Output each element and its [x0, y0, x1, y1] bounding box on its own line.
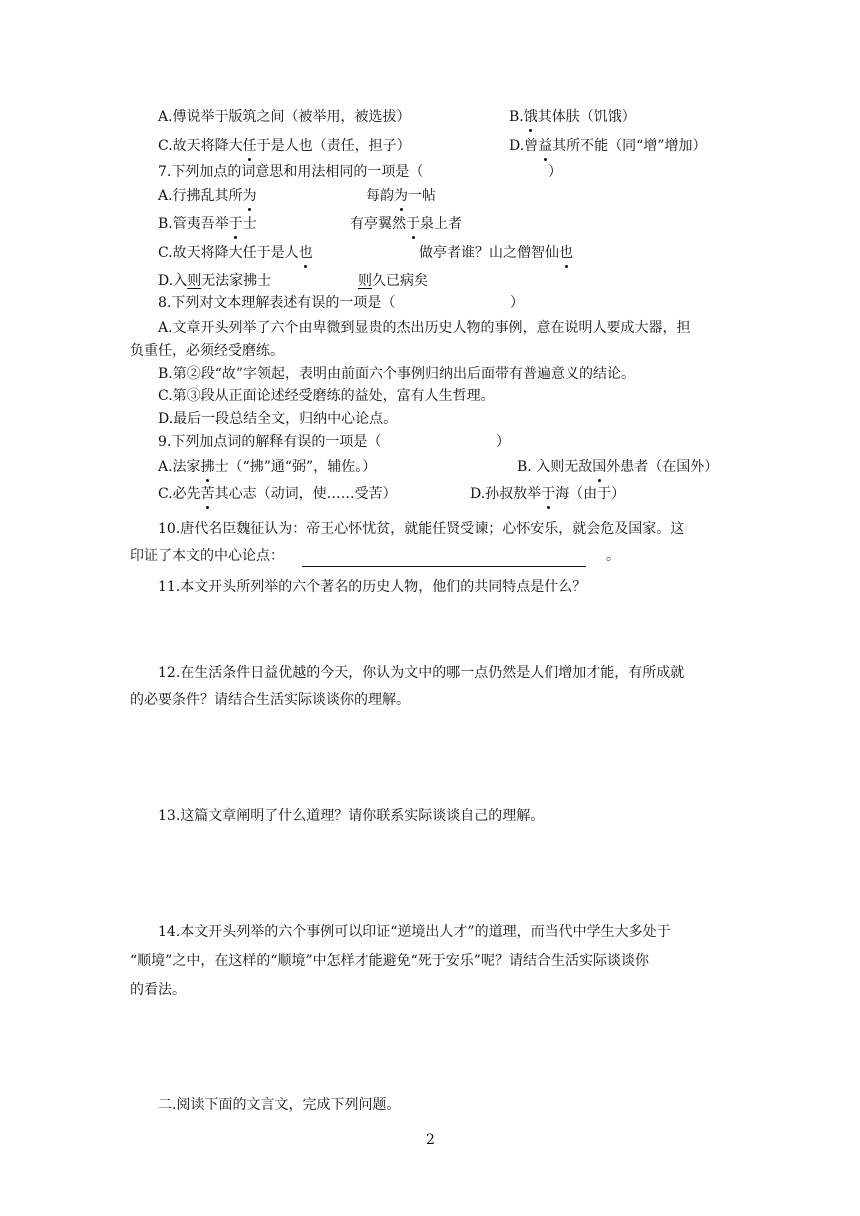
- q10-line2: 印证了本文的中心论点：: [130, 548, 284, 564]
- q7-a1-dotted: 为: [242, 188, 257, 204]
- q9-b-dotted: 国: [592, 459, 607, 475]
- q7-b1-prefix: B.管夷吾举: [158, 216, 229, 232]
- q6-d-dotted: 益: [538, 138, 553, 154]
- q6-d-prefix: D.曾: [509, 138, 539, 154]
- q7-c2-prefix: 做亭者谁？山之僧智仙: [419, 245, 559, 261]
- q9-b-suffix: 外患者（在国外）: [606, 459, 719, 475]
- q8-option-a-line1: A.文章开头列举了六个由卑微到显贵的杰出历史人物的事例，意在说明人要成大器，担: [158, 320, 691, 336]
- q7-c1-prefix: C.故天将降大任于是人: [158, 245, 299, 261]
- q7-a2-dotted: 为: [394, 188, 408, 204]
- q6-b-prefix: B.: [509, 109, 524, 125]
- q7-b1-suffix: 士: [242, 216, 257, 232]
- q9-c-suffix: 其心志（动词，使……受苦）: [214, 486, 397, 502]
- q14-line1: 14.本文开头列举的六个事例可以印证“逆境出人才”的道理，而当代中学生大多处于: [158, 924, 671, 940]
- q6-c-prefix: C.故天将降大: [158, 138, 243, 154]
- q13-question: 13.这篇文章阐明了什么道理？请你联系实际谈谈自己的理解。: [158, 808, 545, 824]
- q8-option-d: D.最后一段总结全文，归纳中心论点。: [158, 411, 398, 427]
- q7-a2-prefix: 每韵: [366, 188, 394, 204]
- q6-d-suffix: 其所不能（同“增”增加）: [552, 138, 707, 154]
- q6-option-b: [509, 107, 636, 127]
- q8-option-c: C.第③段从正面论述经受磨练的益处，富有人生哲理。: [158, 388, 495, 404]
- q9-c-prefix: C.必先: [158, 486, 201, 502]
- q7-option-a-left: [158, 186, 257, 206]
- q7-stem: 7.下列加点的词意思和用法相同的一项是（: [158, 164, 424, 180]
- q7-d2-underlined: 则: [358, 273, 372, 289]
- q7-a1-prefix: A.行拂乱其所: [158, 188, 243, 204]
- q7-b2-prefix: 有亭翼然: [350, 216, 406, 232]
- section-2-title: 二.阅读下面的文言文，完成下列问题。: [158, 1097, 401, 1113]
- q7-c1-dotted: 也: [298, 245, 313, 261]
- q7-d2-suffix: 久已病矣: [372, 273, 428, 289]
- q10-answer-blank[interactable]: [302, 566, 586, 567]
- q14-line2: “顺境”之中，在这样的“顺境”中怎样才能避免“死于安乐”呢？请结合生活实际谈谈你: [130, 953, 649, 969]
- q8-option-b: B.第②段“故”字领起，表明由前面六个事例归纳出后面带有普遍意义的结论。: [158, 366, 636, 382]
- q7-d1-prefix: D.入: [158, 273, 188, 289]
- q9-d-prefix: D.孙叔敖举: [470, 486, 542, 502]
- q7-b2-dotted: 于: [406, 216, 420, 232]
- page-number: 2: [426, 1132, 435, 1148]
- q8-option-a-line2: 负重任，必须经受磨练。: [130, 343, 284, 359]
- q9-a-dotted: 拂: [200, 459, 215, 475]
- q7-option-d-left: [158, 271, 271, 291]
- q9-a-suffix: 士（“拂”通“弼”，辅佐。）: [214, 459, 377, 475]
- q7-option-a-right: [366, 186, 436, 206]
- q9-d-suffix: 海（由于）: [555, 486, 626, 502]
- q9-c-dotted: 苦: [200, 486, 215, 502]
- q7-option-b-left: [158, 214, 257, 234]
- q9-stem-close: ）: [496, 434, 510, 450]
- q7-d1-underlined: 则: [187, 273, 202, 289]
- q6-c-suffix: 于是人也（责任，担子）: [256, 138, 411, 154]
- q11-question: 11.本文开头所列举的六个著名的历史人物，他们的共同特点是什么？: [158, 579, 587, 595]
- q7-a2-suffix: 一帖: [408, 188, 436, 204]
- q7-option-d-right: [358, 271, 428, 291]
- q9-d-dotted: 于: [541, 486, 556, 502]
- q7-stem-close: ）: [548, 164, 562, 180]
- q10-line1: 10.唐代名臣魏征认为：帝王心怀忧贫，就能任贤受谏；心怀安乐，就会危及国家。这: [158, 521, 685, 537]
- q8-stem-close: ）: [510, 295, 524, 311]
- q9-option-d: [470, 484, 625, 504]
- q6-b-dotted: 饿: [523, 109, 538, 125]
- q7-b2-suffix: 泉上者: [420, 216, 462, 232]
- q9-option-c: [158, 484, 397, 504]
- q9-a-prefix: A.法家: [158, 459, 201, 475]
- q7-d1-suffix: 无法家拂士: [201, 273, 272, 289]
- q6-c-dotted: 任: [242, 138, 257, 154]
- q6-option-a: A.傅说举于版筑之间（被举用，被选拔）: [158, 109, 411, 125]
- q9-b-prefix: B. 入则无敌: [517, 459, 593, 475]
- q7-option-c-right: [419, 243, 573, 263]
- q12-line1: 12.在生活条件日益优越的今天，你认为文中的哪一点仍然是人们增加才能，有所成就: [158, 665, 685, 681]
- q9-option-b: [517, 457, 718, 477]
- q9-stem: 9.下列加点词的解释有误的一项是（: [158, 434, 382, 450]
- q6-b-suffix: 其体肤（饥饿）: [537, 109, 636, 125]
- q7-c2-dotted: 也: [559, 245, 573, 261]
- q7-option-c-left: [158, 243, 313, 263]
- q12-line2: 的必要条件？请结合生活实际谈谈你的理解。: [130, 692, 410, 708]
- q8-stem: 8.下列对文本理解表述有误的一项是（: [158, 295, 396, 311]
- q10-end-punct: 。: [606, 548, 620, 564]
- q14-line3: 的看法。: [130, 982, 186, 998]
- q7-option-b-right: [350, 214, 462, 234]
- q6-option-d: [509, 136, 707, 156]
- q7-b1-dotted: 于: [228, 216, 243, 232]
- q9-option-a: [158, 457, 376, 477]
- q6-option-c: [158, 136, 411, 156]
